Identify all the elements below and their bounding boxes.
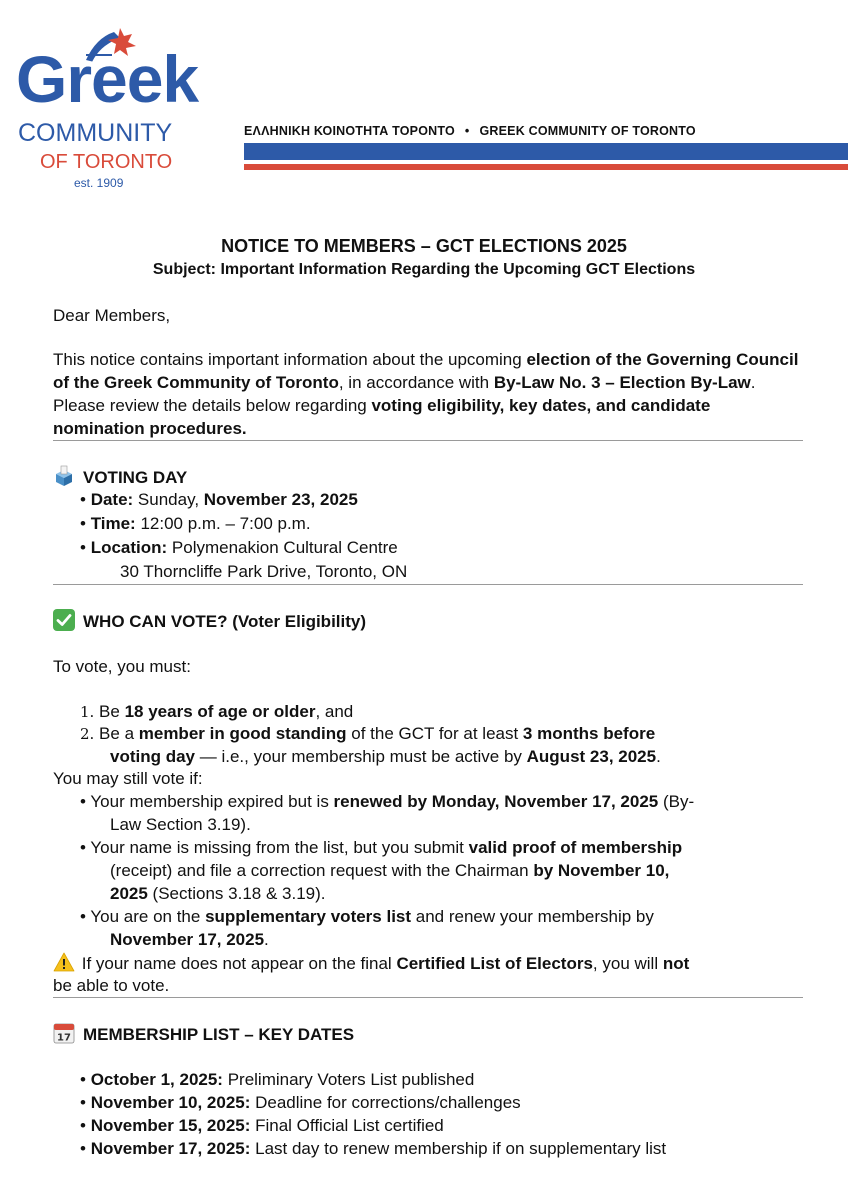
exception-item: • Your membership expired but is renewed by Monday, November 17, 2025 (By- — [80, 792, 695, 811]
req-text: . — [656, 747, 661, 766]
exception-item-continued: Law Section 3.19). — [110, 815, 251, 834]
eligibility-heading — [53, 609, 366, 633]
warn-bold: Certified List of Electors — [396, 954, 593, 973]
location-text: Polymenakion Cultural Centre — [167, 538, 398, 557]
requirement-item — [80, 700, 353, 724]
divider — [53, 997, 803, 998]
ex-text: Your membership expired but is — [90, 792, 334, 811]
intro-text: , in accordance with — [338, 373, 494, 392]
time-text: 12:00 p.m. – 7:00 p.m. — [135, 514, 311, 533]
req-text: , and — [315, 702, 354, 721]
still-vote-intro: You may still vote if: — [53, 769, 203, 788]
requirement-number: 2. — [80, 725, 95, 743]
key-date: October 1, 2025: — [90, 1070, 223, 1089]
warn-text: If your name does not appear on the final — [77, 954, 397, 973]
key-date-text: Preliminary Voters List published — [222, 1070, 475, 1089]
org-name-greek: ΕΛΛΗΝΙΚΗ ΚΟΙΝΟΤΗΤΑ ΤΟΡΟΝΤΟ — [244, 124, 455, 138]
key-date: November 17, 2025: — [90, 1139, 251, 1158]
req-bold: 18 years of age or older — [124, 702, 316, 721]
intro-text: This notice contains important information about the upcoming — [53, 350, 527, 369]
req-text: of the GCT for at least — [346, 724, 523, 743]
ex-text: Your name is missing from the list, but you submit — [90, 838, 469, 857]
ex-bold: November 17, 2025 — [110, 930, 265, 949]
key-date-item: • November 10, 2025: Deadline for corrections/challenges — [80, 1093, 521, 1112]
header-separator: • — [464, 124, 470, 138]
date-label: Date: — [90, 490, 134, 509]
header-blue-bar — [244, 143, 848, 160]
ex-bold: valid proof of membership — [468, 838, 683, 857]
req-text: Be — [99, 702, 125, 721]
warning-line-continued: be able to vote. — [53, 976, 170, 995]
req-bold: member in good standing — [138, 724, 347, 743]
page-title: NOTICE TO MEMBERS – GCT ELECTIONS 2025 — [221, 236, 627, 256]
key-date-item: • November 15, 2025: Final Official List certified — [80, 1116, 444, 1135]
warning-line — [53, 951, 689, 975]
divider — [53, 440, 803, 441]
ex-bold: supplementary voters list — [205, 907, 412, 926]
voting-date-item: • Date: Sunday, November 23, 2025 — [80, 490, 358, 509]
requirement-item — [80, 722, 655, 746]
exception-item-continued — [110, 882, 325, 905]
exception-item-continued — [110, 928, 269, 951]
key-date-text: Last day to renew membership if on supplementary list — [250, 1139, 667, 1158]
logo-toronto: OF TORONTO — [40, 151, 173, 173]
ex-text: . — [264, 930, 269, 949]
logo-community: COMMUNITY — [18, 119, 173, 147]
ex-text: (By- — [658, 792, 695, 811]
warn-bold: not — [662, 954, 690, 973]
key-date-item: • November 17, 2025: Last day to renew membership if on supplementary list — [80, 1139, 667, 1158]
calendar-icon — [53, 1022, 75, 1044]
date-bold: November 23, 2025 — [203, 490, 358, 509]
key-date: November 15, 2025: — [90, 1116, 251, 1135]
exception-item: • Your name is missing from the list, but you submit valid proof of membership — [80, 838, 683, 857]
voting-location-item: • Location: Polymenakion Cultural Centre — [80, 538, 398, 557]
ex-text: and renew your membership by — [411, 907, 654, 926]
location-label: Location: — [90, 538, 168, 557]
logo-est: est. 1909 — [74, 176, 124, 190]
warning-icon — [53, 951, 75, 973]
requirement-number: 1. — [80, 703, 95, 721]
ex-text: (Sections 3.18 & 3.19). — [147, 884, 326, 903]
req-bold: August 23, 2025 — [526, 747, 657, 766]
voting-day-heading-text: VOTING DAY — [83, 468, 188, 487]
req-text: Be a — [99, 724, 139, 743]
voting-time-item: • Time: 12:00 p.m. – 7:00 p.m. — [80, 514, 311, 533]
org-name-english: GREEK COMMUNITY OF TORONTO — [479, 124, 696, 138]
key-date-text: Deadline for corrections/challenges — [250, 1093, 521, 1112]
req-bold: 3 months before — [522, 724, 656, 743]
req-text: — i.e., your membership must be active by — [195, 747, 527, 766]
intro-bold: By-Law No. 3 – Election By-Law — [493, 373, 751, 392]
key-date: November 10, 2025: — [90, 1093, 251, 1112]
header-org-names — [244, 124, 696, 138]
intro-bold: election of the Governing Council of the Greek Community of Toronto — [53, 350, 799, 392]
membership-heading — [53, 1022, 354, 1046]
req-bold: voting day — [110, 747, 196, 766]
greeting: Dear Members, — [53, 306, 171, 325]
divider — [53, 584, 803, 585]
intro-bold: voting eligibility, key dates, and candidate nomination procedures. — [53, 396, 711, 438]
page-subtitle: Subject: Important Information Regarding the Upcoming GCT Elections — [152, 261, 696, 278]
time-label: Time: — [90, 514, 136, 533]
voting-address: 30 Thorncliffe Park Drive, Toronto, ON — [120, 562, 408, 581]
exception-item-continued — [110, 859, 669, 882]
ex-bold: 2025 — [110, 884, 148, 903]
eligibility-heading-text: WHO CAN VOTE? (Voter Eligibility) — [83, 612, 367, 631]
ballot-box-icon — [53, 465, 75, 487]
intro-paragraph — [53, 348, 801, 440]
voting-day-heading — [53, 465, 187, 489]
ex-text: You are on the — [90, 907, 206, 926]
ex-bold: by November 10, — [533, 861, 670, 880]
date-text: Sunday, — [133, 490, 204, 509]
key-date-text: Final Official List certified — [250, 1116, 444, 1135]
logo-greek: Greek — [16, 42, 199, 116]
key-date-item: • October 1, 2025: Preliminary Voters List published — [80, 1070, 475, 1089]
ex-bold: renewed by Monday, November 17, 2025 — [333, 792, 659, 811]
check-mark-icon — [53, 609, 75, 631]
membership-heading-text: MEMBERSHIP LIST – KEY DATES — [83, 1025, 355, 1044]
exception-item: • You are on the supplementary voters list and renew your membership by — [80, 907, 654, 926]
intro-text: . Please review the details below regarding — [53, 373, 756, 415]
calendar-day-text: 17 — [57, 1032, 71, 1044]
warn-text: , you will — [592, 954, 663, 973]
requirement-item-continued — [110, 745, 661, 768]
header-red-bar — [244, 164, 848, 170]
ex-text: (receipt) and file a correction request with the Chairman — [110, 861, 534, 880]
eligibility-intro: To vote, you must: — [53, 657, 191, 676]
